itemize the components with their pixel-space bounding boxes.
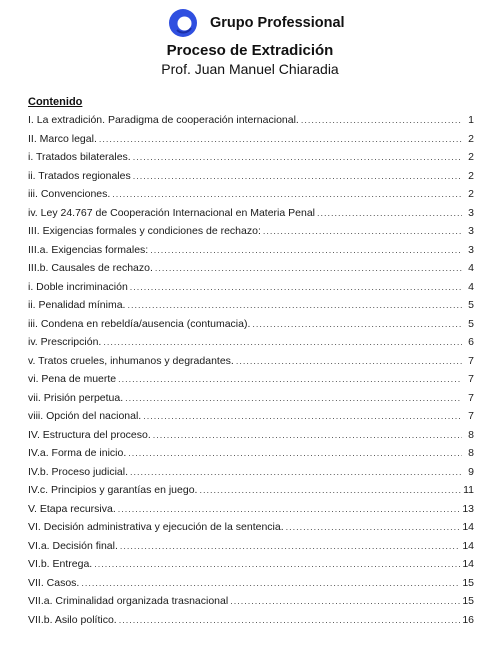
toc-dot-leader [230,596,460,606]
toc-entry-label: iv. Prescripción. [28,336,102,348]
toc-entry[interactable] [28,484,474,503]
toc-entry-page: 3 [468,206,474,219]
toc-dot-leader [99,134,462,144]
toc-entry-page: 14 [462,539,474,552]
toc-dot-leader [150,245,462,255]
toc-entry-label: i. Tratados bilaterales. [28,151,131,163]
toc-entry-page: 14 [462,521,474,533]
toc-entry-label: v. Tratos crueles, inhumanos y degradantes. [28,354,234,367]
toc-entry-page: 8 [468,428,474,441]
toc-dot-leader [118,374,462,384]
toc-dot-leader [263,226,462,236]
toc-dot-leader [130,467,462,477]
toc-entry[interactable] [28,281,474,300]
toc-entry-page: 7 [468,410,474,422]
toc-entry-page: 4 [468,280,474,293]
toc-entry-label: VI. Decisión administrativa y ejecución de la sentencia. [28,521,284,533]
toc-dot-leader [103,337,462,347]
toc-dot-leader [133,171,462,181]
toc-entry-label: vi. Pena de muerte [28,373,117,385]
toc-entry-page: 9 [468,465,474,478]
toc-entry-label: IV.a. Forma de inicio. [28,447,127,459]
toc-heading: Contenido [28,96,83,108]
brand-logo [168,8,368,40]
toc-entry-page: 16 [462,613,474,626]
toc-dot-leader [118,504,461,514]
toc-entry[interactable] [28,429,474,448]
toc-entry-page: 13 [462,502,474,515]
toc-dot-leader [236,356,462,366]
toc-entry-label: III.a. Exigencias formales: [28,243,149,256]
toc-dot-leader [153,430,462,440]
document-title: Proceso de Extradición [166,42,334,59]
toc-dot-leader [125,393,462,403]
toc-entry-label: vii. Prisión perpetua. [28,391,124,404]
toc-entry-page: 7 [468,373,474,385]
toc-dot-leader [286,522,461,532]
toc-entry-page: 11 [463,484,474,496]
toc-entry[interactable] [28,521,474,540]
toc-entry-label: VI.a. Decisión final. [28,539,118,552]
toc-entry-page: 5 [468,299,474,311]
toc-entry-label: II. Marco legal. [28,132,97,145]
toc-entry-label: I. La extradición. Paradigma de cooperación internacional. [28,114,299,126]
brand-ring-icon [168,8,198,38]
toc-entry-page: 3 [468,225,474,237]
toc-entry[interactable] [28,133,474,152]
toc-entry[interactable] [28,336,474,355]
toc-entry[interactable] [28,577,474,596]
toc-entry-label: iv. Ley 24.767 de Cooperación Internacional en Materia Penal [28,206,315,219]
toc-entry[interactable] [28,207,474,226]
toc-entry[interactable] [28,318,474,337]
toc-dot-leader [143,411,462,421]
toc-entry-label: III. Exigencias formales y condiciones de rechazo: [28,225,261,237]
toc-entry-page: 2 [468,132,474,145]
toc-entry[interactable] [28,373,474,392]
toc-dot-leader [127,300,462,310]
toc-entry[interactable] [28,151,474,170]
toc-entry[interactable] [28,466,474,485]
toc-entry-page: 1 [468,114,474,126]
toc-dot-leader [317,208,462,218]
toc-entry-label: VI.b. Entrega. [28,558,93,570]
toc-dot-leader [81,578,460,588]
toc-dot-leader [120,541,460,551]
table-of-contents [28,114,474,632]
toc-dot-leader [119,615,461,625]
toc-entry-page: 7 [468,354,474,367]
toc-entry[interactable] [28,558,474,577]
toc-entry-label: iii. Condena en rebeldía/ausencia (contumacia). [28,317,251,330]
toc-entry-label: i. Doble incriminación [28,280,128,293]
toc-entry-page: 2 [468,151,474,163]
toc-entry[interactable] [28,225,474,244]
toc-entry[interactable] [28,447,474,466]
toc-entry-page: 3 [468,243,474,256]
toc-entry[interactable] [28,503,474,522]
toc-entry-label: ii. Tratados regionales [28,169,131,182]
toc-entry-page: 6 [468,336,474,348]
toc-dot-leader [133,152,462,162]
toc-entry-page: 2 [468,188,474,200]
toc-entry-label: III.b. Causales de rechazo. [28,262,153,274]
toc-entry[interactable] [28,188,474,207]
toc-entry[interactable] [28,170,474,189]
document-subtitle: Prof. Juan Manuel Chiaradia [161,61,339,77]
toc-dot-leader [301,115,462,125]
toc-entry[interactable] [28,244,474,263]
toc-entry-page: 8 [468,447,474,459]
toc-entry[interactable] [28,262,474,281]
toc-entry-page: 14 [462,558,474,570]
toc-dot-leader [130,282,462,292]
toc-entry[interactable] [28,299,474,318]
toc-entry-label: ii. Penalidad mínima. [28,299,126,311]
toc-dot-leader [128,448,462,458]
toc-entry-label: viii. Opción del nacional. [28,410,142,422]
toc-entry-page: 2 [468,169,474,182]
toc-entry-label: VII.b. Asilo político. [28,613,117,626]
toc-entry-label: VII. Casos. [28,576,80,589]
toc-dot-leader [252,319,462,329]
toc-entry-page: 4 [468,262,474,274]
toc-entry-page: 15 [462,576,474,589]
toc-entry-label: iii. Convenciones. [28,188,111,200]
toc-entry-label: V. Etapa recursiva. [28,502,116,515]
toc-entry[interactable] [28,595,474,614]
toc-entry-page: 5 [468,317,474,330]
toc-entry[interactable] [28,355,474,374]
toc-entry[interactable] [28,114,474,133]
toc-dot-leader [199,485,461,495]
toc-entry-page: 7 [468,391,474,404]
toc-dot-leader [94,559,460,569]
toc-dot-leader [155,263,462,273]
toc-entry[interactable] [28,614,474,633]
toc-entry[interactable] [28,392,474,411]
toc-entry-label: IV.b. Proceso judicial. [28,465,129,478]
toc-entry[interactable] [28,540,474,559]
toc-entry[interactable] [28,410,474,429]
toc-entry-page: 15 [462,595,474,607]
toc-entry-label: IV. Estructura del proceso. [28,428,151,441]
toc-entry-label: IV.c. Principios y garantías en juego. [28,484,198,496]
toc-entry-label: VII.a. Criminalidad organizada trasnacional [28,595,229,607]
toc-dot-leader [112,189,462,199]
brand-name: Grupo Professional [210,15,345,31]
